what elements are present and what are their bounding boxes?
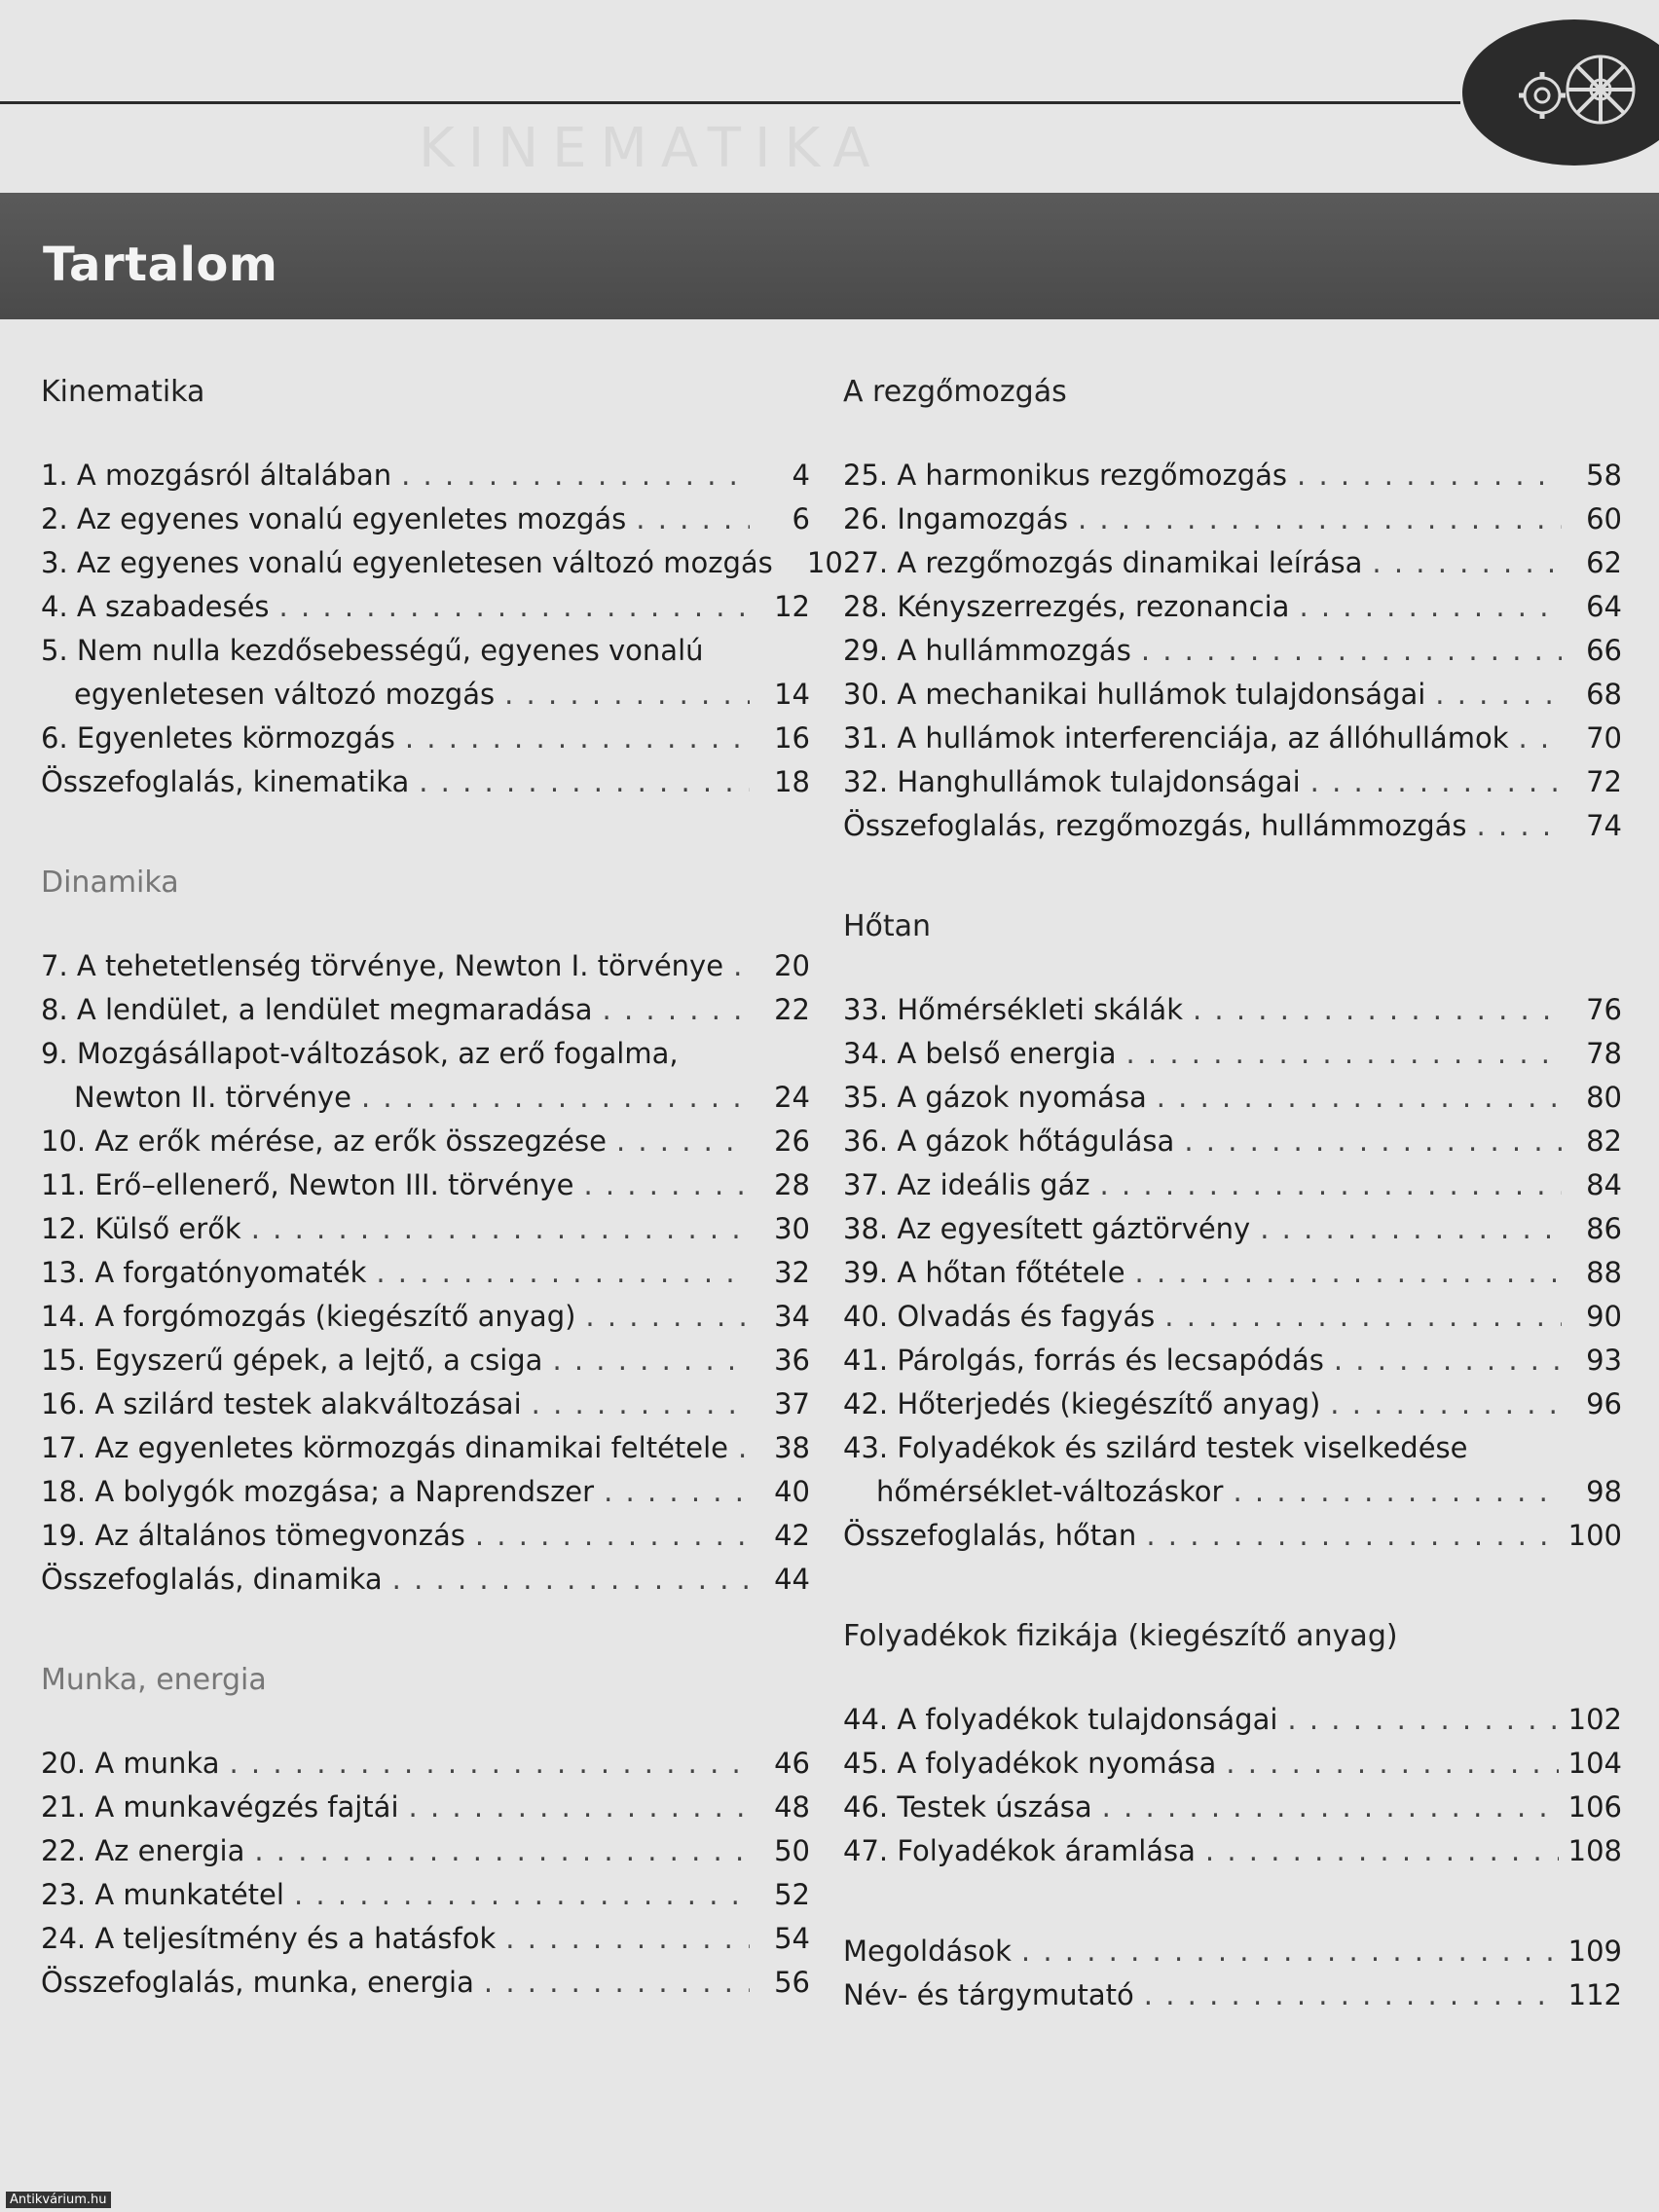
entry-number: 1. [41, 459, 77, 492]
entry-title: A hőtan főtétele [897, 1256, 1125, 1289]
entry-page: 10 [806, 546, 843, 579]
entry-title: A tehetetlenség törvénye, Newton I. törvénye [76, 949, 724, 982]
entry-number: 34. [843, 1037, 898, 1070]
entry-title: A munkatétel [94, 1878, 284, 1911]
entry-title: A harmonikus rezgőmozgás [897, 459, 1288, 492]
toc-section [41, 370, 843, 804]
entry-page: 18 [774, 765, 810, 798]
entry-number: 6. [41, 721, 77, 755]
entry-title: Összefoglalás, hőtan [843, 1519, 1137, 1552]
entry-number: 8. [41, 993, 77, 1026]
entry-number: 47. [843, 1834, 898, 1867]
entry-title-cont: Newton II. törvénye [74, 1081, 351, 1114]
entry-page: 12 [774, 590, 810, 623]
entry-page: 22 [774, 993, 810, 1026]
toc-entry [41, 1961, 810, 2005]
entry-page: 4 [792, 459, 810, 492]
entry-number: 19. [41, 1519, 95, 1552]
dot-leader [1226, 1742, 1558, 1786]
entry-title: Nem nulla kezdősebességű, egyenes vonalú [76, 634, 704, 667]
toc-section [843, 904, 1622, 1558]
dot-leader [1157, 1076, 1562, 1120]
entry-page: 58 [1586, 459, 1622, 492]
entry-number: 16. [41, 1387, 95, 1420]
dot-leader [504, 673, 750, 717]
dot-leader [229, 1742, 750, 1786]
entry-number: 7. [41, 949, 77, 982]
dot-leader [1184, 1120, 1562, 1163]
toc-entry [41, 1514, 810, 1558]
entry-title: Összefoglalás, kinematika [41, 765, 410, 798]
dot-leader [1435, 673, 1562, 717]
toc-entry [41, 944, 810, 988]
entry-title: Erő–ellenerő, Newton III. törvénye [94, 1168, 574, 1201]
entry-page: 34 [774, 1300, 810, 1333]
entry-number: 38. [843, 1212, 898, 1245]
entry-title: A munkavégzés fajtái [94, 1790, 399, 1824]
toc-entry [843, 1076, 1622, 1120]
entry-number: 32. [843, 765, 898, 798]
entry-page: 106 [1567, 1790, 1622, 1824]
section-title: Dinamika [41, 866, 179, 900]
entry-title: Az energia [94, 1834, 245, 1867]
entry-number: 22. [41, 1834, 95, 1867]
toc-entry [843, 673, 1622, 717]
entry-title: A rezgőmozgás dinamikai leírása [897, 546, 1363, 579]
ghost-header: KINEMATIKA [419, 117, 884, 180]
toc-entry [843, 1032, 1622, 1076]
entry-page: 108 [1567, 1834, 1622, 1867]
corner-watermark: Antikvárium.hu [6, 2192, 111, 2208]
entry-page: 78 [1586, 1037, 1622, 1070]
gear-logo [1462, 19, 1659, 166]
dot-leader [616, 1120, 750, 1163]
toc-entry [41, 760, 810, 804]
dot-leader [409, 1786, 750, 1829]
entry-page: 37 [774, 1387, 810, 1420]
toc-entry [843, 629, 1622, 673]
entry-title: Az egyenes vonalú egyenletes mozgás [76, 502, 627, 535]
entry-title: Folyadékok áramlása [897, 1834, 1196, 1867]
toc-entry [41, 988, 810, 1032]
dot-leader [294, 1873, 750, 1917]
entry-title: A teljesítmény és a hatásfok [94, 1922, 497, 1955]
entry-title: Név- és tárgymutató [843, 1978, 1134, 2011]
entry-title-cont: hőmérséklet-változáskor [876, 1475, 1224, 1508]
entry-number: 29. [843, 634, 898, 667]
entry-number: 5. [41, 634, 77, 667]
toc-entry-continuation [41, 1076, 810, 1120]
dot-leader [254, 1829, 750, 1873]
entry-title: A munka [94, 1747, 220, 1780]
entry-number: 41. [843, 1344, 898, 1377]
dot-leader [1372, 541, 1562, 585]
page-title: Tartalom [43, 238, 278, 292]
toc-entry-continuation [41, 673, 810, 717]
section-title: Munka, energia [41, 1663, 267, 1697]
dot-leader [1310, 760, 1562, 804]
entry-number: 28. [843, 590, 898, 623]
entry-title: A mechanikai hullámok tulajdonságai [897, 678, 1426, 711]
entry-page: 20 [774, 949, 810, 982]
toc-section [41, 861, 810, 1602]
entry-number: 4. [41, 590, 77, 623]
toc-entry [843, 1742, 1622, 1786]
entry-title: Összefoglalás, rezgőmozgás, hullámmozgás [843, 809, 1467, 842]
dot-leader [401, 454, 750, 498]
dot-leader [1287, 1698, 1558, 1742]
toc-entry [843, 1163, 1622, 1207]
entry-number: 35. [843, 1081, 898, 1114]
toc-entry [843, 498, 1622, 541]
entry-title: Egyszerű gépek, a lejtő, a csiga [94, 1344, 543, 1377]
entry-number: 33. [843, 993, 898, 1026]
dot-leader [1021, 1930, 1559, 1973]
toc-entry [41, 1339, 810, 1382]
top-rule [0, 101, 1460, 104]
entry-title: A lendület, a lendület megmaradása [76, 993, 593, 1026]
entry-number: 2. [41, 502, 77, 535]
dot-leader [376, 1251, 750, 1295]
dot-leader [475, 1514, 750, 1558]
entry-title: Az egyenletes körmozgás dinamikai feltétele [94, 1431, 729, 1464]
entry-page: 66 [1586, 634, 1622, 667]
toc-entry [41, 1873, 810, 1917]
entry-page: 84 [1586, 1168, 1622, 1201]
dot-leader [1260, 1207, 1562, 1251]
entry-page: 88 [1586, 1256, 1622, 1289]
entry-title: Egyenletes körmozgás [76, 721, 395, 755]
toc-entry [41, 1120, 810, 1163]
section-title: Kinematika [41, 375, 205, 409]
dot-leader [1100, 1163, 1562, 1207]
toc-entry [41, 1558, 810, 1602]
dot-leader [552, 1339, 750, 1382]
entry-number: 18. [41, 1475, 95, 1508]
title-band [0, 193, 1659, 319]
dot-leader [484, 1961, 750, 2005]
entry-title: Összefoglalás, dinamika [41, 1563, 383, 1596]
dot-leader [505, 1917, 750, 1961]
entry-title: Megoldások [843, 1935, 1012, 1968]
section-title: Folyadékok fizikája (kiegészítő anyag) [843, 1619, 1398, 1653]
entry-page: 80 [1586, 1081, 1622, 1114]
entry-number: 36. [843, 1124, 898, 1158]
dot-leader [361, 1076, 750, 1120]
entry-page: 60 [1586, 502, 1622, 535]
section-title: Hőtan [843, 909, 932, 943]
entry-number: 25. [843, 459, 898, 492]
toc-entry [41, 1742, 810, 1786]
toc-entry [41, 1786, 810, 1829]
entry-title: Az erők mérése, az erők összegzése [94, 1124, 607, 1158]
toc-entry [41, 1470, 810, 1514]
toc-entry [843, 1973, 1622, 2017]
entry-page: 50 [774, 1834, 810, 1867]
entry-number: 15. [41, 1344, 95, 1377]
toc-entry [41, 1382, 810, 1426]
entry-number: 11. [41, 1168, 95, 1201]
dot-leader [1141, 629, 1562, 673]
entry-title: A mozgásról általában [76, 459, 392, 492]
entry-page: 82 [1586, 1124, 1622, 1158]
entry-title: A gázok nyomása [897, 1081, 1147, 1114]
entry-page: 6 [792, 502, 810, 535]
entry-title: Az általános tömegvonzás [94, 1519, 465, 1552]
entry-number: 45. [843, 1747, 898, 1780]
entry-number: 31. [843, 721, 898, 755]
entry-number: 43. [843, 1431, 898, 1464]
entry-title: Hőterjedés (kiegészítő anyag) [897, 1387, 1321, 1420]
entry-page: 86 [1586, 1212, 1622, 1245]
entry-page: 76 [1586, 993, 1622, 1026]
toc-entry [41, 1163, 810, 1207]
dot-leader [419, 760, 750, 804]
entry-page: 30 [774, 1212, 810, 1245]
entry-page: 26 [774, 1124, 810, 1158]
entry-page: 16 [774, 721, 810, 755]
toc-entry [41, 1829, 810, 1873]
entry-number: 46. [843, 1790, 898, 1824]
toc-entry [843, 454, 1622, 498]
toc-entry [41, 498, 810, 541]
dot-leader [1193, 988, 1562, 1032]
entry-page: 44 [774, 1563, 810, 1596]
dot-leader [1144, 1973, 1559, 2017]
dot-leader [251, 1207, 750, 1251]
dot-leader [1233, 1470, 1562, 1514]
entry-title: A bolygók mozgása; a Naprendszer [94, 1475, 595, 1508]
entry-page: 14 [774, 678, 810, 711]
toc-section [843, 1930, 1622, 2017]
dot-leader [1205, 1829, 1559, 1873]
entry-page: 64 [1586, 590, 1622, 623]
entry-page: 100 [1567, 1519, 1622, 1552]
entry-title: A hullámmozgás [897, 634, 1131, 667]
entry-page: 72 [1586, 765, 1622, 798]
dot-leader [738, 1426, 750, 1470]
toc-entry [41, 629, 810, 673]
dot-leader [279, 585, 750, 629]
entry-page: 42 [774, 1519, 810, 1552]
entry-page: 36 [774, 1344, 810, 1377]
entry-number: 20. [41, 1747, 95, 1780]
dot-leader [603, 988, 750, 1032]
entry-title: Összefoglalás, munka, energia [41, 1966, 474, 1999]
entry-title: A forgómozgás (kiegészítő anyag) [94, 1300, 576, 1333]
toc-entry [41, 541, 843, 585]
dot-leader [1330, 1382, 1562, 1426]
toc-entry [41, 1251, 810, 1295]
toc-entry [843, 541, 1622, 585]
toc-entry [41, 717, 810, 760]
entry-page: 54 [774, 1922, 810, 1955]
dot-leader [405, 717, 750, 760]
entry-number: 24. [41, 1922, 95, 1955]
toc-entry [843, 1829, 1622, 1873]
entry-title-cont: egyenletesen változó mozgás [74, 678, 496, 711]
entry-page: 98 [1586, 1475, 1622, 1508]
entry-title: Mozgásállapot-változások, az erő fogalma, [76, 1037, 679, 1070]
dot-leader [1334, 1339, 1562, 1382]
entry-number: 39. [843, 1256, 898, 1289]
entry-number: 14. [41, 1300, 95, 1333]
entry-page: 102 [1567, 1703, 1622, 1736]
toc-entry [41, 585, 810, 629]
dot-leader [636, 498, 750, 541]
entry-number: 42. [843, 1387, 898, 1420]
entry-page: 28 [774, 1168, 810, 1201]
dot-leader [392, 1558, 750, 1602]
toc-entry [843, 804, 1622, 848]
toc-section [41, 1658, 810, 2005]
section-title: A rezgőmozgás [843, 375, 1067, 409]
entry-number: 3. [41, 546, 77, 579]
toc-entry [843, 1514, 1622, 1558]
toc-entry [843, 717, 1622, 760]
entry-page: 96 [1586, 1387, 1622, 1420]
toc-entry [843, 1426, 1622, 1470]
entry-title: A folyadékok tulajdonságai [897, 1703, 1278, 1736]
entry-title: Az egyesített gáztörvény [897, 1212, 1251, 1245]
entry-title: Párolgás, forrás és lecsapódás [897, 1344, 1324, 1377]
entry-title: A szabadesés [76, 590, 270, 623]
gear-icon [1492, 39, 1657, 146]
entry-number: 9. [41, 1037, 77, 1070]
entry-title: A forgatónyomaték [94, 1256, 367, 1289]
toc-entry [843, 1382, 1622, 1426]
toc-entry [843, 988, 1622, 1032]
entry-page: 109 [1567, 1935, 1622, 1968]
entry-page: 56 [774, 1966, 810, 1999]
entry-title: A folyadékok nyomása [897, 1747, 1217, 1780]
entry-page: 62 [1586, 546, 1622, 579]
entry-page: 46 [774, 1747, 810, 1780]
entry-title: Az ideális gáz [897, 1168, 1090, 1201]
dot-leader [1146, 1514, 1558, 1558]
dot-leader [1126, 1032, 1563, 1076]
toc-entry [41, 454, 810, 498]
toc-entry [843, 1251, 1622, 1295]
toc-section [843, 1614, 1622, 1873]
toc-entry [41, 1207, 810, 1251]
dot-leader [1299, 585, 1562, 629]
entry-title: Hanghullámok tulajdonságai [897, 765, 1301, 798]
entry-title: A hullámok interferenciája, az állóhullámok [897, 721, 1509, 755]
toc-entry [41, 1295, 810, 1339]
entry-page: 74 [1586, 809, 1622, 842]
toc-entry [843, 1786, 1622, 1829]
entry-number: 17. [41, 1431, 95, 1464]
toc-entry [843, 1930, 1622, 1973]
entry-title: A gázok hőtágulása [897, 1124, 1175, 1158]
entry-title: A szilárd testek alakváltozásai [94, 1387, 522, 1420]
dot-leader [1477, 804, 1562, 848]
dot-leader [1135, 1251, 1562, 1295]
dot-leader [1102, 1786, 1559, 1829]
entry-title: Hőmérsékleti skálák [897, 993, 1183, 1026]
entry-number: 12. [41, 1212, 95, 1245]
toc-entry [843, 1207, 1622, 1251]
entry-number: 21. [41, 1790, 95, 1824]
toc-section [843, 370, 1622, 848]
toc-entry [843, 1295, 1622, 1339]
entry-number: 30. [843, 678, 898, 711]
entry-title: Kényszerrezgés, rezonancia [897, 590, 1290, 623]
dot-leader [1297, 454, 1562, 498]
toc-entry [843, 760, 1622, 804]
dot-leader [1164, 1295, 1562, 1339]
entry-title: A belső energia [897, 1037, 1117, 1070]
dot-leader [733, 944, 750, 988]
entry-page: 68 [1586, 678, 1622, 711]
toc-entry [41, 1917, 810, 1961]
dot-leader [532, 1382, 750, 1426]
entry-page: 48 [774, 1790, 810, 1824]
entry-page: 38 [774, 1431, 810, 1464]
entry-number: 37. [843, 1168, 898, 1201]
dot-leader [1078, 498, 1562, 541]
toc-entry [843, 1339, 1622, 1382]
entry-title: Folyadékok és szilárd testek viselkedése [897, 1431, 1468, 1464]
entry-number: 27. [843, 546, 898, 579]
entry-page: 90 [1586, 1300, 1622, 1333]
entry-page: 52 [774, 1878, 810, 1911]
entry-number: 23. [41, 1878, 95, 1911]
entry-title: Ingamozgás [897, 502, 1068, 535]
entry-page: 112 [1567, 1978, 1622, 2011]
toc-entry [41, 1032, 810, 1076]
toc-left-column [41, 370, 843, 2061]
toc-entry [843, 585, 1622, 629]
entry-title: Az egyenes vonalú egyenletesen változó mozgás [76, 546, 773, 579]
dot-leader [583, 1163, 750, 1207]
dot-leader [604, 1470, 750, 1514]
entry-page: 24 [774, 1081, 810, 1114]
entry-page: 93 [1586, 1344, 1622, 1377]
toc-entry-continuation [843, 1470, 1622, 1514]
toc-entry [843, 1698, 1622, 1742]
entry-title: Olvadás és fagyás [897, 1300, 1156, 1333]
entry-number: 40. [843, 1300, 898, 1333]
toc-entry [41, 1426, 810, 1470]
entry-number: 44. [843, 1703, 898, 1736]
entry-number: 13. [41, 1256, 95, 1289]
dot-leader [585, 1295, 750, 1339]
entry-page: 40 [774, 1475, 810, 1508]
entry-number: 26. [843, 502, 898, 535]
toc-entry [843, 1120, 1622, 1163]
entry-page: 104 [1567, 1747, 1622, 1780]
entry-page: 32 [774, 1256, 810, 1289]
entry-number: 10. [41, 1124, 95, 1158]
entry-title: Testek úszása [897, 1790, 1092, 1824]
entry-page: 70 [1586, 721, 1622, 755]
toc-right-column [843, 370, 1622, 2074]
dot-leader [1519, 717, 1563, 760]
entry-title: Külső erők [94, 1212, 241, 1245]
